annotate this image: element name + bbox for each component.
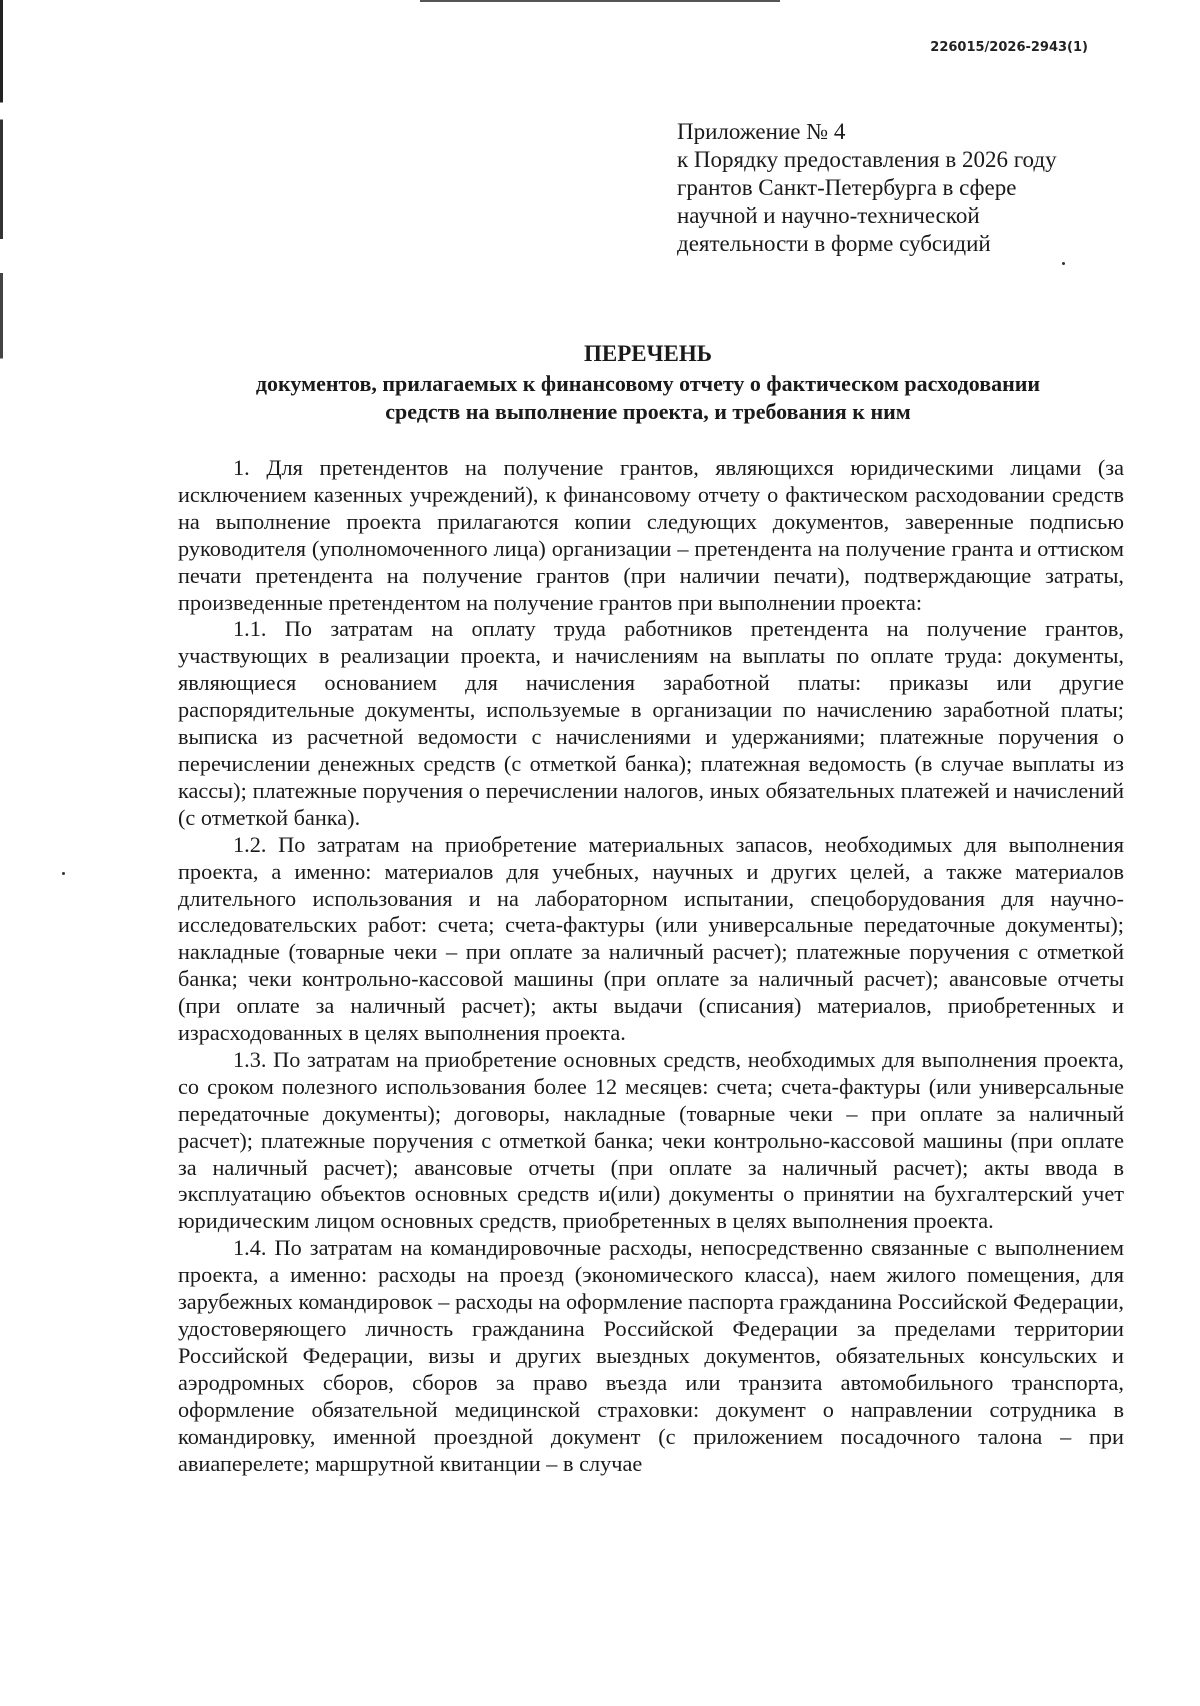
scan-edge-top bbox=[420, 0, 780, 2]
scan-edge-left bbox=[0, 0, 3, 1706]
document-body bbox=[178, 455, 1124, 1477]
title-line: средств на выполнение проекта, и требования к ним bbox=[385, 399, 911, 424]
paragraph-1-2: 1.2. По затратам на приобретение материальных запасов, необходимых для выполнения проекта, а именно: материалов для учебных, научных и других целей, а также материалов длительного использования и на лабораторном испытании, спецоборудования для научно-исследовательских работ: счета; счета-фактуры (или универсальные передаточные документы); накладные (товарные чеки – при оплате за наличный расчет); платежные поручения с отметкой банка; чеки контрольно-кассовой машины (при оплате за наличный расчет); авансовые отчеты (при оплате за наличный расчет); акты выдачи (списания) материалов, приобретенных и израсходованных в целях выполнения проекта. bbox=[178, 831, 1124, 1046]
paragraph-1: 1. Для претендентов на получение грантов, являющихся юридическими лицами (за исключением казенных учреждений), к финансовому отчету о фактическом расходовании средств на выполнение проекта прилагаются копии следующих документов, заверенные подписью руководителя (уполномоченного лица) организации – претендента на получение гранта и оттиском печати претендента на получение грантов (при наличии печати), подтверждающие затраты, произведенные претендентом на получение грантов при выполнении проекта: bbox=[178, 455, 1124, 615]
appendix-header bbox=[677, 118, 1097, 258]
document-title bbox=[170, 340, 1126, 426]
paragraph-1-3: 1.3. По затратам на приобретение основных средств, необходимых для выполнения проекта, со сроком полезного использования более 12 месяцев: счета; счета-фактуры (или универсальные передаточные документы); договоры, накладные (товарные чеки – при оплате за наличный расчет); платежные поручения с отметкой банка; чеки контрольно-кассовой машины (при оплате за наличный расчет); авансовые отчеты (при оплате за наличный расчет); акты ввода в эксплуатацию объектов основных средств и(или) документы о принятии на бухгалтерский учет юридическим лицом основных средств, приобретенных в целях выполнения проекта. bbox=[178, 1046, 1124, 1234]
appendix-line: грантов Санкт-Петербурга в сфере bbox=[677, 175, 1017, 200]
scan-dot bbox=[62, 872, 65, 875]
paragraph-1-4: 1.4. По затратам на командировочные расходы, непосредственно связанные с выполнением проекта, а именно: расходы на проезд (экономического класса), наем жилого помещения, для зарубежных командировок – расходы на оформление паспорта гражданина Российской Федерации, удостоверяющего личность гражданина Российской Федерации за пределами территории Российской Федерации, визы и других выездных документов, обязательных консульских и аэродромных сборов, сборов за право въезда или транзита автомобильного транспорта, оформление обязательной медицинской страховки: документ о направлении сотрудника в командировку, именной проездной документ (с приложением посадочного талона – при авиаперелете; маршрутной квитанции – в случае bbox=[178, 1235, 1124, 1476]
scan-dot bbox=[1062, 262, 1065, 265]
appendix-line: научной и научно-технической bbox=[677, 203, 980, 228]
title-heading: ПЕРЕЧЕНЬ bbox=[584, 341, 712, 366]
appendix-line: деятельности в форме субсидий bbox=[677, 231, 991, 256]
document-registration-code: 226015/2026-2943(1) bbox=[930, 40, 1088, 55]
appendix-line: к Порядку предоставления в 2026 году bbox=[677, 147, 1057, 172]
paragraph-1-1: 1.1. По затратам на оплату труда работников претендента на получение грантов, участвующих в реализации проекта, и начислениям на выплаты по оплате труда: документы, являющиеся основанием для начисления заработной платы: приказы или другие распорядительные документы, используемые в организации по начислению заработной платы; выписка из расчетной ведомости с начислениями и удержаниями; платежные поручения о перечислении денежных средств (с отметкой банка); платежная ведомость (в случае выплаты из кассы); платежные поручения о перечислении налогов, иных обязательных платежей и начислений (с отметкой банка). bbox=[178, 616, 1124, 830]
appendix-line: Приложение № 4 bbox=[677, 119, 846, 144]
title-line: документов, прилагаемых к финансовому отчету о фактическом расходовании bbox=[255, 371, 1041, 396]
